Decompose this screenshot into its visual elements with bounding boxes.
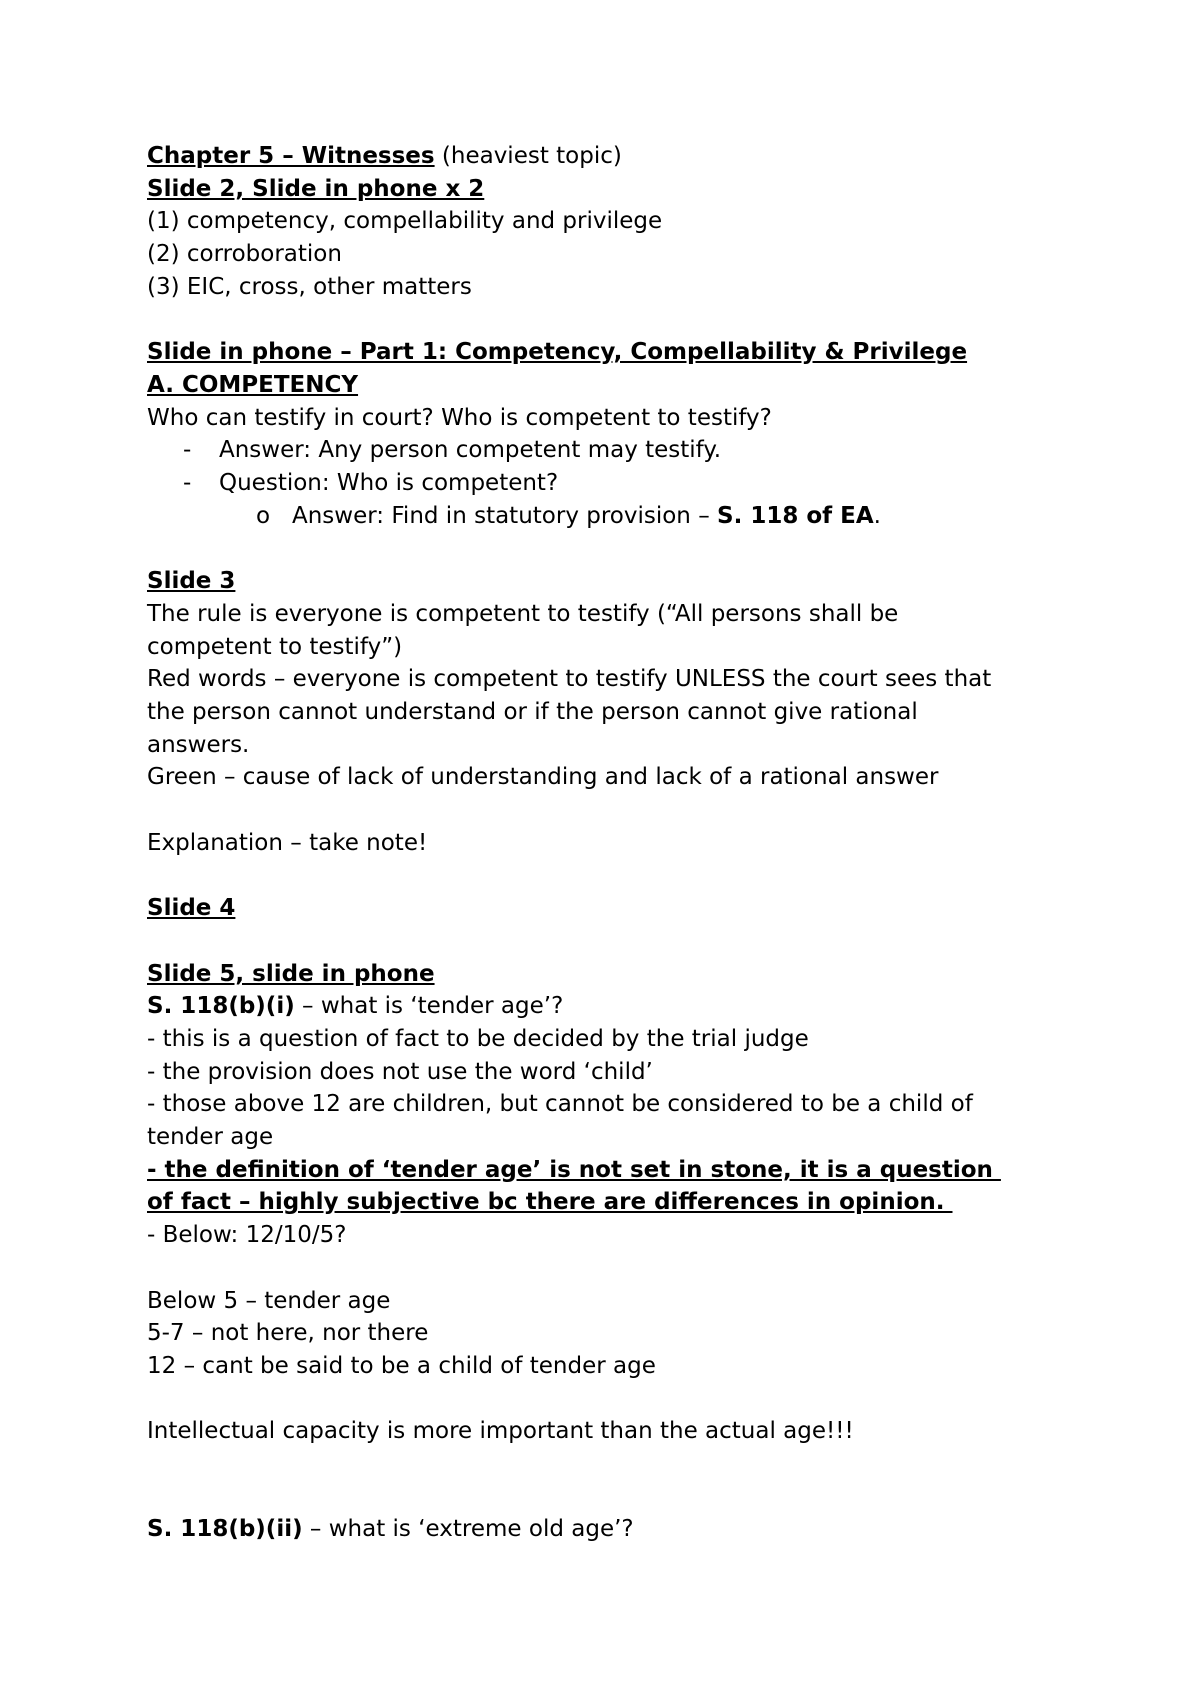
list-item	[147, 467, 1067, 500]
sub-list-item	[147, 500, 1067, 533]
slide2-item: (1) competency, compellability and privilege	[147, 208, 663, 235]
slide2-heading: Slide 2, Slide in phone x 2	[147, 175, 485, 202]
intellectual-capacity-line: Intellectual capacity is more important than the actual age!!!	[147, 1418, 854, 1445]
age-line: 12 – cant be said to be a child of tender age	[147, 1352, 656, 1379]
dash-bullet: -	[183, 470, 192, 497]
tender-age-heading	[147, 990, 1067, 1023]
tender-age-emphasis: of fact – highly subjective bc there are differences in opinion.	[147, 1189, 953, 1216]
slide5-heading: Slide 5, slide in phone	[147, 960, 435, 987]
blank-line	[147, 925, 1067, 958]
tender-age-emphasis: - the definition of ‘tender age’ is not set in stone, it is a question	[147, 1156, 1001, 1183]
slide2-item: (3) EIC, cross, other matters	[147, 273, 472, 300]
chapter-title-note: (heaviest topic)	[434, 143, 622, 169]
explanation-line: Explanation – take note!	[147, 829, 428, 856]
list-item-text: Question: Who is competent?	[219, 470, 559, 497]
tender-age-line: - those above 12 are children, but cannot be considered to be a child of	[147, 1091, 973, 1118]
blank-line	[147, 859, 1067, 892]
age-line: 5-7 – not here, nor there	[147, 1320, 429, 1347]
blank-line	[147, 304, 1067, 337]
blank-line	[147, 794, 1067, 827]
blank-line	[147, 1383, 1067, 1416]
part1-heading: Slide in phone – Part 1: Competency, Compellability & Privilege	[147, 339, 968, 366]
tender-age-question: – what is ‘tender age’?	[294, 993, 564, 1020]
dash-bullet: -	[183, 437, 192, 464]
slide3-heading: Slide 3	[147, 568, 236, 595]
slide3-line: answers.	[147, 731, 250, 758]
statute-reference: S. 118(b)(ii)	[147, 1516, 303, 1543]
age-line: Below 5 – tender age	[147, 1287, 391, 1314]
below-line: - Below: 12/10/5?	[147, 1222, 347, 1249]
slide3-line: The rule is everyone is competent to testify (“All persons shall be	[147, 600, 899, 627]
statute-reference: S. 118 of EA	[717, 502, 874, 529]
blank-line	[147, 1448, 1067, 1513]
circle-bullet: o	[256, 502, 271, 529]
slide4-heading: Slide 4	[147, 895, 236, 922]
competency-heading: A. COMPETENCY	[147, 371, 359, 398]
sub-item-text: Answer: Find in statutory provision –	[292, 502, 718, 529]
sub-item-suffix: .	[873, 502, 881, 529]
tender-age-line: - the provision does not use the word ‘child’	[147, 1058, 653, 1085]
old-age-heading	[147, 1513, 1067, 1546]
slide3-line: Green – cause of lack of understanding and lack of a rational answer	[147, 764, 939, 791]
blank-line	[147, 532, 1067, 565]
list-item-text: Answer: Any person competent may testify.	[219, 437, 722, 464]
tender-age-line: tender age	[147, 1124, 274, 1151]
chapter-title	[147, 140, 1067, 173]
statute-reference: S. 118(b)(i)	[147, 993, 295, 1020]
slide3-line: the person cannot understand or if the person cannot give rational	[147, 698, 918, 725]
blank-line	[147, 1252, 1067, 1285]
competency-question: Who can testify in court? Who is competent to testify?	[147, 404, 772, 431]
document-body	[147, 140, 1067, 1546]
slide3-line: Red words – everyone is competent to testify UNLESS the court sees that	[147, 666, 992, 693]
old-age-question: – what is ‘extreme old age’?	[302, 1516, 634, 1543]
chapter-title-bold: Chapter 5 – Witnesses	[147, 143, 435, 169]
tender-age-line: - this is a question of fact to be decided by the trial judge	[147, 1025, 809, 1052]
slide2-item: (2) corroboration	[147, 241, 342, 268]
slide3-line: competent to testify”)	[147, 633, 403, 660]
list-item	[147, 434, 1067, 467]
